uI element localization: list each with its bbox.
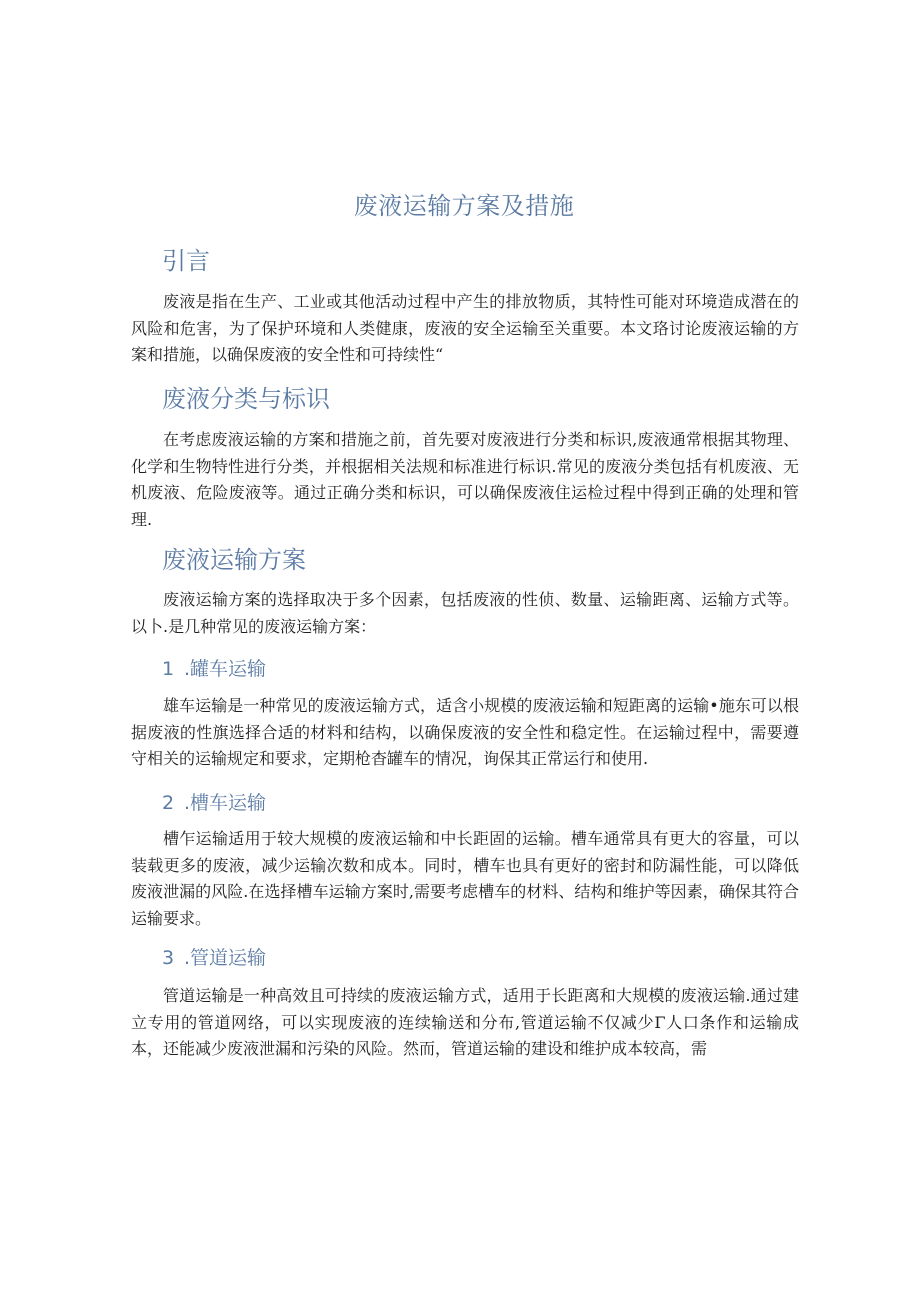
paragraph-trough-truck: 槽乍运输适用于较大规模的废液运输和中长距固的运输。槽车通常具有更大的容量，可以装载更多的废液，减少运输次数和成本。同时，槽车也具有更好的密封和防漏性能，可以降低废液泄漏的风险.在选择槽车运输方案时,需要考虑槽车的材料、结构和维护等因素，确保其符合运输要求。 — [131, 829, 799, 928]
item-number: 3 — [162, 947, 175, 969]
paragraph-pipeline: 管道运输是一种高效且可持续的废液运输方式，适用于长距离和大规模的废液运输.通过建立专用的管道网络，可以实现废液的连续输送和分布,管道运输不仅减少Γ人口条作和运输成本，还能减少废液泄漏和污染的风险。然而，管道运输的建设和维护成本较高，需 — [131, 986, 799, 1058]
paragraph-classification: 在考虑废液运输的方案和措施之前，首先要对废液进行分类和标识,废液通常根据其物理、化学和生物特性进行分类，并根据相关法规和标准进行标识.常见的废液分类包括有机废液、无机废液、危险废液等。通过正确分类和标识，可以确保废液住运检过程中得到正确的处理和管理. — [131, 430, 799, 529]
heading-intro: 引言 — [162, 247, 210, 275]
paragraph-transport-plans: 废液运输方案的选择取决于多个因素，包括废液的性侦、数量、运输距离、运输方式等。以卜.是几种常见的废液运输方案： — [131, 590, 799, 636]
heading-tank-truck — [162, 656, 266, 682]
document-title: 废液运输方案及措施 — [353, 192, 575, 220]
heading-classification: 废液分类与标识 — [162, 385, 330, 413]
paragraph-tank-truck: 雄车运输是一种常见的废液运输方式，适含小规模的废液运输和短距离的运输•施东可以根据废液的性旗选择合适的材料和结构，以确保废液的安全性和稳定性。在运输过程中，需要遵守相关的运输规定和要求，定期枪杳罐车的情况，询保其正常运行和使用. — [131, 696, 799, 768]
item-number: 1 — [162, 658, 175, 680]
item-number: 2 — [162, 792, 175, 814]
heading-transport-plans: 废液运输方案 — [162, 546, 306, 574]
item-heading: .管道运输 — [184, 947, 267, 969]
heading-trough-truck — [162, 790, 266, 816]
paragraph-intro: 废液是指在生产、工业或其他活动过程中产生的排放物质，其特性可能对环境造成潜在的风险和危害，为了保护环境和人类健康，废液的安全运输至关重要。本文珞讨论废液运输的方案和措施，以确保废液的安全性和可持续性“ — [131, 292, 799, 364]
item-heading: .槽车运输 — [184, 792, 267, 814]
item-heading: .罐车运输 — [184, 658, 267, 680]
heading-pipeline — [162, 945, 266, 971]
